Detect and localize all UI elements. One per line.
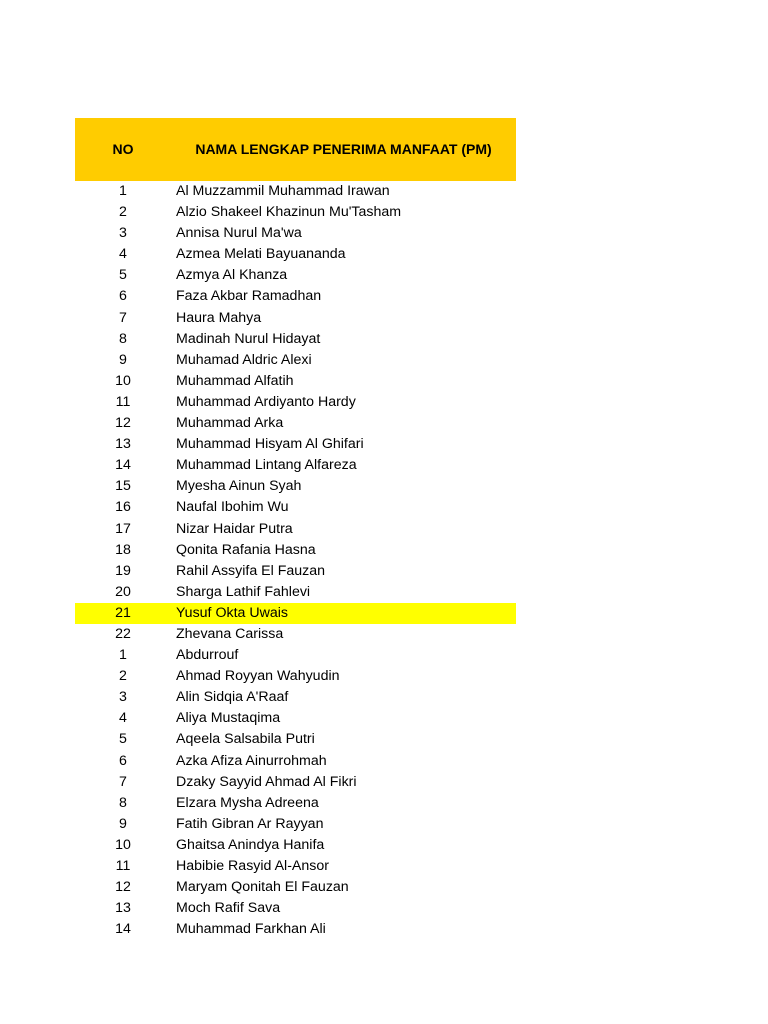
row-number: 13 xyxy=(115,900,131,917)
table-row xyxy=(75,793,516,814)
row-number: 1 xyxy=(119,183,127,199)
beneficiary-name: Aliya Mustaqima xyxy=(176,710,281,727)
table-row xyxy=(75,476,516,497)
table-row xyxy=(75,666,516,687)
beneficiary-name: Alin Sidqia A'Raaf xyxy=(176,689,289,706)
beneficiary-name: Alzio Shakeel Khazinun Mu'Tasham xyxy=(176,204,402,221)
row-number: 7 xyxy=(119,773,127,790)
beneficiary-name: Azka Afiza Ainurrohmah xyxy=(176,752,327,769)
beneficiary-name: Moch Rafif Sava xyxy=(176,900,281,917)
beneficiary-name: Yusuf Okta Uwais xyxy=(176,604,288,621)
table-row xyxy=(75,919,516,940)
row-number: 5 xyxy=(119,731,127,748)
table-row xyxy=(75,202,516,223)
table-row xyxy=(75,265,516,286)
beneficiary-name: Ahmad Royyan Wahyudin xyxy=(176,668,340,685)
row-number: 18 xyxy=(115,541,131,558)
table-row xyxy=(75,856,516,877)
table-row xyxy=(75,645,516,666)
beneficiary-name: Muhammad Arka xyxy=(176,415,284,432)
beneficiary-name: Abdurrouf xyxy=(176,647,239,664)
column-header-name: NAMA LENGKAP PENERIMA MANFAAT (PM) xyxy=(195,141,492,157)
table-row xyxy=(75,181,516,202)
row-number: 12 xyxy=(115,415,131,432)
row-number: 9 xyxy=(119,815,127,832)
row-number: 11 xyxy=(115,858,131,874)
table-row xyxy=(75,350,516,371)
beneficiary-name: Zhevana Carissa xyxy=(176,625,284,642)
row-number: 12 xyxy=(115,879,131,896)
table-row xyxy=(75,772,516,793)
row-number: 8 xyxy=(119,794,127,811)
row-number: 3 xyxy=(119,689,127,706)
row-number: 21 xyxy=(115,604,131,621)
table-row xyxy=(75,835,516,856)
row-number: 14 xyxy=(115,457,131,474)
table-row xyxy=(75,877,516,898)
row-number: 4 xyxy=(119,246,127,263)
row-number: 8 xyxy=(119,330,127,347)
table-row xyxy=(75,898,516,919)
beneficiary-name: Ghaitsa Anindya Hanifa xyxy=(176,836,325,853)
beneficiary-name: Naufal Ibohim Wu xyxy=(176,499,289,516)
row-number: 19 xyxy=(115,562,131,579)
beneficiary-name: Annisa Nurul Ma'wa xyxy=(176,225,302,242)
beneficiary-name: Azmya Al Khanza xyxy=(176,267,288,284)
beneficiary-name: Azmea Melati Bayuananda xyxy=(176,246,346,263)
table-row xyxy=(75,751,516,772)
beneficiary-name: Rahil Assyifa El Fauzan xyxy=(176,562,326,579)
beneficiary-name: Habibie Rasyid Al-Ansor xyxy=(176,858,329,874)
table-row xyxy=(75,497,516,518)
beneficiary-name: Muhamad Aldric Alexi xyxy=(176,351,312,368)
row-number: 14 xyxy=(115,921,131,938)
table-row xyxy=(75,371,516,392)
beneficiary-name: Elzara Mysha Adreena xyxy=(176,794,319,811)
table-header xyxy=(75,118,516,181)
row-number: 10 xyxy=(115,836,131,853)
beneficiary-name: Muhammad Ardiyanto Hardy xyxy=(176,393,356,410)
row-number: 4 xyxy=(119,710,127,727)
table-row xyxy=(75,729,516,750)
beneficiary-name: Al Muzzammil Muhammad Irawan xyxy=(176,183,390,199)
beneficiary-table xyxy=(75,118,516,940)
beneficiary-name: Sharga Lathif Fahlevi xyxy=(176,583,311,600)
beneficiary-name: Maryam Qonitah El Fauzan xyxy=(176,879,349,896)
row-number: 13 xyxy=(115,436,131,453)
beneficiary-name: Muhammad Farkhan Ali xyxy=(176,921,326,938)
table-row xyxy=(75,582,516,603)
table-row xyxy=(75,814,516,835)
beneficiary-name: Faza Akbar Ramadhan xyxy=(176,288,322,305)
row-number: 6 xyxy=(119,752,127,769)
table-row-highlighted xyxy=(75,603,516,624)
table-row xyxy=(75,687,516,708)
beneficiary-name: Qonita Rafania Hasna xyxy=(176,541,316,558)
row-number: 10 xyxy=(115,372,131,389)
table-row xyxy=(75,561,516,582)
beneficiary-name: Nizar Haidar Putra xyxy=(176,520,293,537)
row-number: 2 xyxy=(119,668,127,685)
row-number: 11 xyxy=(115,393,131,410)
beneficiary-name: Dzaky Sayyid Ahmad Al Fikri xyxy=(176,773,357,790)
row-number: 7 xyxy=(119,309,127,326)
table-row xyxy=(75,286,516,307)
table-row xyxy=(75,413,516,434)
table-row xyxy=(75,308,516,329)
table-row xyxy=(75,223,516,244)
table-row xyxy=(75,434,516,455)
row-number: 3 xyxy=(119,225,127,242)
row-number: 1 xyxy=(119,647,127,664)
beneficiary-name: Haura Mahya xyxy=(176,309,262,326)
beneficiary-name: Muhammad Lintang Alfareza xyxy=(176,457,357,474)
table-body xyxy=(75,181,516,940)
row-number: 20 xyxy=(115,583,131,600)
beneficiary-name: Muhammad Alfatih xyxy=(176,372,294,389)
column-header-no: NO xyxy=(112,141,134,157)
table-row xyxy=(75,455,516,476)
row-number: 22 xyxy=(115,625,131,642)
table-row xyxy=(75,540,516,561)
table-row xyxy=(75,329,516,350)
beneficiary-name: Fatih Gibran Ar Rayyan xyxy=(176,815,324,832)
row-number: 15 xyxy=(115,478,131,495)
table-row xyxy=(75,519,516,540)
table-row xyxy=(75,392,516,413)
beneficiary-name: Madinah Nurul Hidayat xyxy=(176,330,321,347)
row-number: 17 xyxy=(115,520,131,537)
row-number: 9 xyxy=(119,351,127,368)
table-row xyxy=(75,244,516,265)
row-number: 16 xyxy=(115,499,131,516)
row-number: 2 xyxy=(119,204,127,221)
row-number: 6 xyxy=(119,288,127,305)
beneficiary-name: Aqeela Salsabila Putri xyxy=(176,731,315,748)
row-number: 5 xyxy=(119,267,127,284)
table-row xyxy=(75,624,516,645)
beneficiary-name: Muhammad Hisyam Al Ghifari xyxy=(176,436,364,453)
table-row xyxy=(75,708,516,729)
beneficiary-name: Myesha Ainun Syah xyxy=(176,478,302,495)
